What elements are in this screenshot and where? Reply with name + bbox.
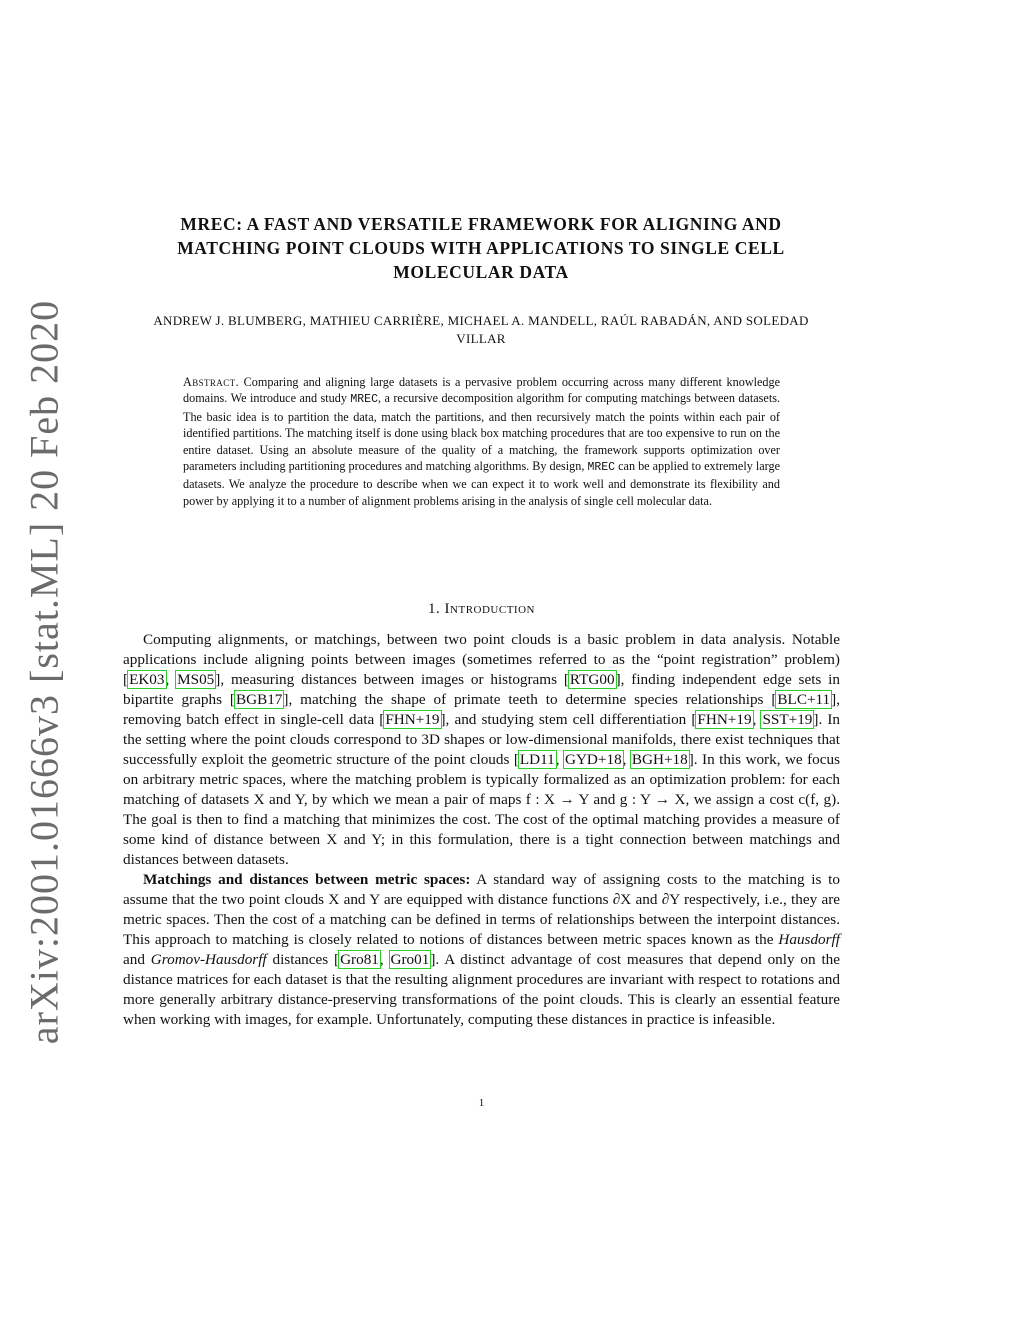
citation-link[interactable]: Gro01 <box>390 951 430 968</box>
p1-text-1: Computing alignments, or matchings, between two point clouds is a basic problem in data analysis. Notable applications include aligning points between images (sometimes referred to as the “point registration” problem) [ <box>123 631 840 688</box>
p2-text-2: and <box>123 951 151 968</box>
citation-link[interactable]: Gro81 <box>340 951 379 968</box>
abstract-label: Abstract. <box>183 375 239 389</box>
p1-sep-2: , <box>752 711 762 728</box>
section-title: Introduction <box>444 601 535 617</box>
abstract-text-1: Comparing and aligning large datasets is a pervasive problem occurring across many different knowledge domains. We introduce and study <box>183 375 781 406</box>
p1-text-3: ], finding independent edge sets in bipartite graphs [ <box>123 671 840 708</box>
p1-sep-4: , <box>622 751 631 768</box>
p1-text-7: ]. In the setting where the point clouds correspond to 3D shapes or low-dimensional manifolds, there exist techniques that successfully exploit the geometric structure of the point clouds [ <box>123 711 840 768</box>
page-number: 1 <box>478 1097 485 1109</box>
citation-link[interactable]: BGB17 <box>235 691 283 708</box>
p1-text-5: ], removing batch effect in single-cell data [ <box>123 691 841 728</box>
citation-link[interactable]: EK03 <box>129 671 165 688</box>
citation-link[interactable]: MS05 <box>177 671 215 688</box>
citation-link[interactable]: BLC+11 <box>777 691 831 708</box>
p2-text-1: A standard way of assigning costs to the matching is to assume that the two point clouds X and Y are equipped with distance functions ∂X and ∂Y respectively, i.e., they are metric spaces. Then the cost of a matching can be defined in terms of relationships between the interpoint distances. This approach to matching is closely related to notions of distances between metric spaces known as the <box>123 871 840 948</box>
p2-text-3: distances [ <box>266 951 340 968</box>
p2-text-4: ]. A distinct advantage of cost measures that depend only on the distance matrices for each dataset is that the resulting alignment procedures are invariant with respect to rotations and more generally arbitrary distance-preserving transformations of the point clouds. This is clearly an essential feature when working with images, for example. Unfortunately, computing these distances in practice is infeasible. <box>123 951 841 1028</box>
citation-link[interactable]: RTG00 <box>569 671 615 688</box>
citation-link[interactable]: FHN+19 <box>385 711 440 728</box>
p1-text-8: ]. In this work, we focus on arbitrary metric spaces, where the matching problem is typically formalized as an optimization problem: for each matching of datasets X and Y, by which we mean a pair of maps f : X → Y and g : Y → X, we assign a cost c(f, g). The goal is then to find a matching that minimizes the cost. The cost of the optimal matching provides a measure of some kind of distance between X and Y; in this formulation, there is a tight connection between matchings and distances between datasets. <box>123 751 840 868</box>
paragraph-1 <box>123 630 840 870</box>
abstract-mrec-2: MREC <box>587 461 616 475</box>
citation-link[interactable]: BGH+18 <box>631 751 688 768</box>
section-number: 1. <box>428 601 441 617</box>
citation-link[interactable]: LD11 <box>519 751 555 768</box>
p1-sep-3: , <box>555 751 564 768</box>
p2-italic-1: Hausdorff <box>778 931 840 948</box>
arxiv-identifier: arXiv:2001.01666v3 [stat.ML] 20 Feb 2020 <box>21 299 67 1045</box>
p2-sep-1: , <box>379 951 390 968</box>
paper-authors: ANDREW J. BLUMBERG, MATHIEU CARRIÈRE, MICHAEL A. MANDELL, RAÚL RABADÁN, AND SOLEDAD VILLAR <box>153 313 809 346</box>
abstract-text-3: can be applied to extremely large datasets. We analyze the procedure to describe when we can expect it to work well and demonstrate its flexibility and power by applying it to a number of alignment problems arising in the analysis of single cell molecular data. <box>183 459 780 508</box>
paper-title: MREC: A FAST AND VERSATILE FRAMEWORK FOR ALIGNING AND MATCHING POINT CLOUDS WITH APPLICATIONS TO SINGLE CELL MOLECULAR DATA <box>177 214 785 282</box>
citation-link[interactable]: SST+19 <box>762 711 813 728</box>
p1-text-4: ], matching the shape of primate teeth to determine species relationships [ <box>283 691 777 708</box>
citation-link[interactable]: FHN+19 <box>697 711 752 728</box>
section-heading <box>123 601 840 618</box>
p1-text-6: ], and studying stem cell differentiation [ <box>440 711 697 728</box>
paragraph-2 <box>123 870 840 1030</box>
abstract <box>183 374 780 509</box>
p1-sep-1: , <box>165 671 177 688</box>
abstract-mrec-1: MREC <box>350 393 378 407</box>
abstract-text-2: , a recursive decomposition algorithm for computing matchings between datasets. The basic idea is to partition the data, match the partitions, and then recursively match the points within each pair of identified partitions. The matching itself is done using black box matching procedures that are too expensive to run on the entire dataset. Using an absolute measure of the quality of a matching, the framework supports optimization over parameters including partitioning procedures and matching algorithms. By design, <box>183 391 781 474</box>
paragraph-heading: Matchings and distances between metric spaces: <box>143 871 471 888</box>
body-text <box>123 630 840 1030</box>
p1-text-2: ], measuring distances between images or histograms [ <box>215 671 569 688</box>
citation-link[interactable]: GYD+18 <box>565 751 622 768</box>
p2-italic-2: Gromov-Hausdorff <box>150 951 267 968</box>
